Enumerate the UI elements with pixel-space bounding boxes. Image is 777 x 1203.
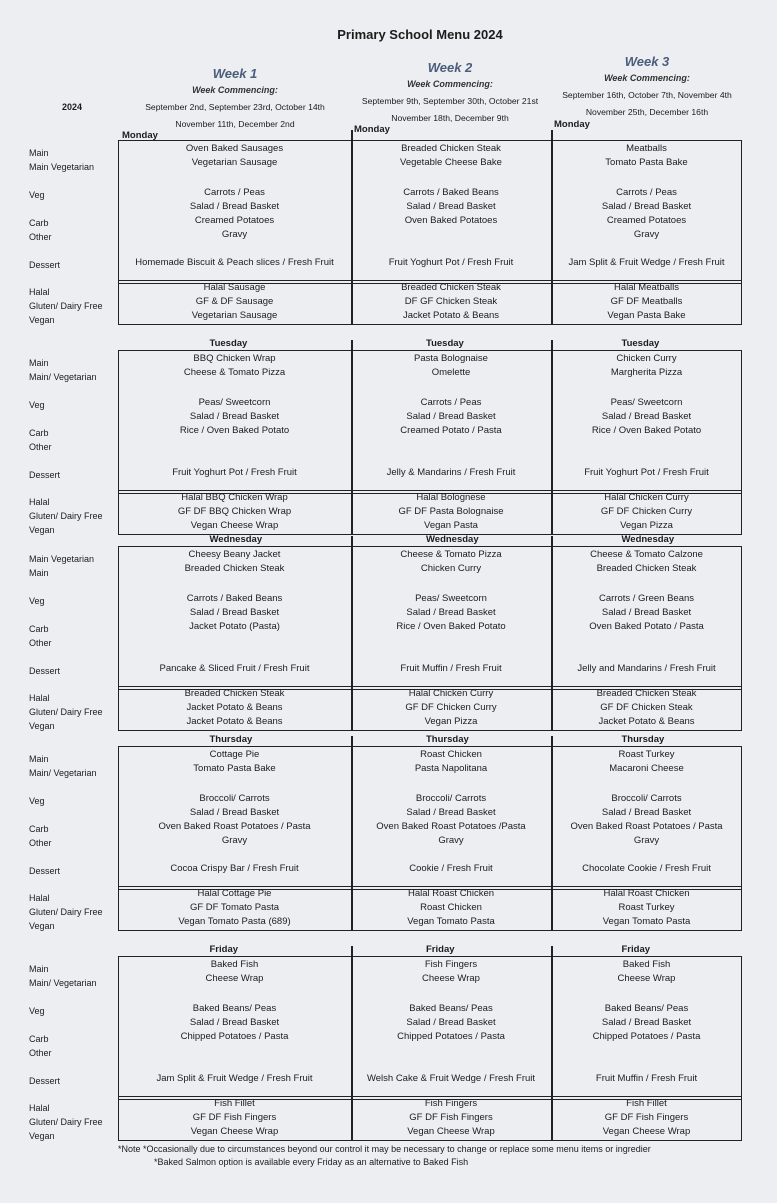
- diet-option: Fish Fillet: [214, 1098, 255, 1109]
- menu-item: Carrots / Baked Beans: [403, 187, 499, 198]
- diet-option: Vegan Tomato Pasta (689): [178, 916, 291, 927]
- menu-item: Pancake & Sliced Fruit / Fresh Fruit: [159, 663, 310, 674]
- week-title: Week 1: [212, 66, 258, 81]
- row-label: Dessert: [29, 260, 61, 270]
- row-label: Main Vegetarian: [29, 162, 95, 172]
- menu-item: Gravy: [221, 229, 248, 240]
- row-label: Carb: [29, 218, 49, 228]
- menu-item: Roast Chicken: [420, 749, 482, 760]
- row-label: Vegan: [29, 721, 55, 731]
- diet-option: GF DF Chicken Curry: [405, 702, 497, 713]
- menu-item: Salad / Bread Basket: [189, 607, 280, 618]
- diet-option: Vegan Cheese Wrap: [407, 1126, 495, 1137]
- menu-item: Salad / Bread Basket: [601, 411, 692, 422]
- menu-item: Salad / Bread Basket: [601, 201, 692, 212]
- day-name: Thursday: [621, 734, 665, 745]
- menu-item: Peas/ Sweetcorn: [198, 397, 271, 408]
- row-label: Other: [29, 442, 52, 452]
- diet-option: GF DF Meatballs: [610, 296, 683, 307]
- menu-item: Peas/ Sweetcorn: [610, 397, 683, 408]
- row-label: Vegan: [29, 315, 55, 325]
- menu-item: Baked Fish: [622, 959, 671, 970]
- menu-item: Salad / Bread Basket: [406, 411, 496, 422]
- menu-item: Salad / Bread Basket: [601, 1017, 692, 1028]
- week-2-menu: [351, 733, 551, 933]
- row-label: Gluten/ Dairy Free: [29, 707, 103, 717]
- row-label: Veg: [29, 1006, 45, 1016]
- week-2-menu: [351, 337, 551, 537]
- day-name: Wednesday: [209, 534, 263, 545]
- diet-option: Jacket Potato & Beans: [186, 702, 283, 713]
- menu-item: Vegetable Cheese Bake: [400, 157, 502, 168]
- diet-option: Vegetarian Sausage: [191, 310, 278, 321]
- row-label: Carb: [29, 624, 49, 634]
- row-label: Main: [29, 148, 49, 158]
- menu-item: Fruit Muffin / Fresh Fruit: [400, 663, 502, 674]
- row-label: Gluten/ Dairy Free: [29, 907, 103, 917]
- menu-item: Creamed Potatoes: [194, 215, 275, 226]
- diet-option: Vegan Pasta: [424, 520, 478, 531]
- footnote-changes: *Note *Occasionally due to circumstances beyond our control it may be necessary to change or replace some menu items or ingredier: [118, 1144, 651, 1154]
- footnotes: [118, 1143, 651, 1169]
- menu-item: Oven Baked Potatoes: [404, 215, 498, 226]
- row-label: Carb: [29, 824, 49, 834]
- menu-item: Carrots / Green Beans: [598, 593, 695, 604]
- menu-item: Salad / Bread Basket: [406, 807, 496, 818]
- day-name: Tuesday: [209, 338, 248, 349]
- row-label: Main: [29, 964, 49, 974]
- menu-item: Fruit Yoghurt Pot / Fresh Fruit: [584, 467, 709, 478]
- menu-item: Margherita Pizza: [610, 367, 683, 378]
- diet-option: GF DF Chicken Steak: [600, 702, 693, 713]
- menu-item: Salad / Bread Basket: [406, 607, 496, 618]
- menu-item: Oven Baked Potato / Pasta: [589, 621, 704, 632]
- menu-item: Rice / Oven Baked Potato: [179, 425, 290, 436]
- diet-option: Roast Chicken: [420, 902, 482, 913]
- row-label: Gluten/ Dairy Free: [29, 301, 103, 311]
- menu-item: Meatballs: [626, 143, 667, 154]
- menu-item: Breaded Chicken Steak: [401, 143, 501, 154]
- day-name: Monday: [122, 130, 158, 141]
- menu-item: Cottage Pie: [209, 749, 260, 760]
- menu-item: Cheese Wrap: [205, 973, 264, 984]
- diet-option: GF DF Pasta Bolognaise: [398, 506, 504, 517]
- week-commencing-label: Week Commencing:: [407, 79, 493, 89]
- menu-item: Baked Beans/ Peas: [192, 1003, 277, 1014]
- row-label: Veg: [29, 190, 45, 200]
- menu-item: Cheesy Beany Jacket: [188, 549, 281, 560]
- diet-option: GF DF BBQ Chicken Wrap: [177, 506, 292, 517]
- menu-item: Peas/ Sweetcorn: [415, 593, 487, 604]
- diet-option: Breaded Chicken Steak: [184, 688, 285, 699]
- week-commencing-label: Week Commencing:: [604, 73, 690, 83]
- row-label: Halal: [29, 497, 50, 507]
- menu-item: Cheese & Tomato Pizza: [183, 367, 286, 378]
- menu-item: Salad / Bread Basket: [601, 807, 692, 818]
- menu-item: Chipped Potatoes / Pasta: [180, 1031, 289, 1042]
- row-label: Other: [29, 232, 52, 242]
- week-2-menu: [351, 127, 551, 327]
- menu-item: Chocolate Cookie / Fresh Fruit: [582, 863, 711, 874]
- menu-item: Macaroni Cheese: [609, 763, 684, 774]
- diet-option: GF DF Tomato Pasta: [189, 902, 280, 913]
- diet-option: Halal Meatballs: [614, 282, 679, 293]
- day-name: Tuesday: [621, 338, 660, 349]
- menu-item: Fruit Muffin / Fresh Fruit: [595, 1073, 698, 1084]
- diet-option: DF GF Chicken Steak: [404, 296, 498, 307]
- week-dates-line-1: September 16th, October 7th, November 4th: [562, 90, 732, 100]
- diet-option: Halal Chicken Curry: [604, 492, 689, 503]
- menu-item: Fruit Yoghurt Pot / Fresh Fruit: [172, 467, 297, 478]
- row-label: Other: [29, 838, 52, 848]
- day-name: Friday: [209, 944, 239, 955]
- diet-option: GF DF Fish Fingers: [409, 1112, 493, 1123]
- menu-item: Baked Fish: [210, 959, 259, 970]
- menu-item: Carrots / Peas: [616, 187, 677, 198]
- week-3-menu: [551, 533, 742, 733]
- week-commencing-label: Week Commencing:: [192, 85, 278, 95]
- diet-option: Vegan Cheese Wrap: [190, 1126, 279, 1137]
- week-3-menu: [551, 733, 742, 933]
- menu-item: Creamed Potato / Pasta: [400, 425, 502, 436]
- diet-option: Jacket Potato & Beans: [598, 716, 695, 727]
- row-label: Veg: [29, 596, 45, 606]
- week-3-menu: [551, 127, 742, 327]
- row-label: Vegan: [29, 1131, 55, 1141]
- menu-item: Salad / Bread Basket: [189, 1017, 280, 1028]
- menu-item: Gravy: [221, 835, 248, 846]
- diet-option: Halal Sausage: [203, 282, 266, 293]
- menu-item: Salad / Bread Basket: [406, 201, 496, 212]
- menu-item: Salad / Bread Basket: [189, 201, 280, 212]
- menu-item: Gravy: [633, 229, 660, 240]
- menu-item: Creamed Potatoes: [606, 215, 687, 226]
- menu-item: Welsh Cake & Fruit Wedge / Fresh Fruit: [366, 1073, 536, 1084]
- row-label: Main: [29, 568, 49, 578]
- menu-item: Cookie / Fresh Fruit: [409, 863, 493, 874]
- day-name: Wednesday: [621, 534, 675, 545]
- menu-item: Broccoli/ Carrots: [611, 793, 682, 804]
- row-label: Dessert: [29, 470, 61, 480]
- diet-option: Halal Roast Chicken: [603, 888, 690, 899]
- day-name: Friday: [426, 944, 455, 955]
- week-dates-line-1: September 9th, September 30th, October 21st: [361, 96, 539, 106]
- day-name: Monday: [554, 119, 590, 130]
- diet-option: Jacket Potato & Beans: [186, 716, 283, 727]
- menu-item: Carrots / Peas: [204, 187, 265, 198]
- menu-item: Pasta Bolognaise: [414, 353, 488, 364]
- row-label: Vegan: [29, 921, 55, 931]
- row-label: Halal: [29, 893, 50, 903]
- menu-item: Tomato Pasta Bake: [193, 763, 276, 774]
- menu-item: Chipped Potatoes / Pasta: [592, 1031, 701, 1042]
- row-label: Dessert: [29, 666, 61, 676]
- menu-item: Jelly & Mandarins / Fresh Fruit: [386, 467, 516, 478]
- week-2-header: [352, 60, 548, 127]
- day-name: Thursday: [426, 734, 469, 745]
- row-label: Gluten/ Dairy Free: [29, 1117, 103, 1127]
- row-label: Main/ Vegetarian: [29, 768, 97, 778]
- row-label: Veg: [29, 796, 45, 806]
- menu-item: Broccoli/ Carrots: [199, 793, 270, 804]
- menu-item: BBQ Chicken Wrap: [193, 353, 276, 364]
- diet-option: Vegan Cheese Wrap: [190, 520, 279, 531]
- row-label: Main: [29, 754, 49, 764]
- menu-item: Cheese Wrap: [617, 973, 676, 984]
- diet-option: GF DF Chicken Curry: [600, 506, 693, 517]
- week-1-header: [130, 66, 340, 133]
- row-label: Vegan: [29, 525, 55, 535]
- diet-option: Halal Cottage Pie: [197, 888, 272, 899]
- diet-option: Fish Fingers: [424, 1098, 478, 1109]
- row-label: Main Vegetarian: [29, 554, 95, 564]
- menu-item: Gravy: [438, 835, 464, 846]
- diet-option: Vegan Tomato Pasta: [407, 916, 495, 927]
- week-1-menu: [118, 127, 351, 327]
- menu-item: Jelly and Mandarins / Fresh Fruit: [577, 663, 716, 674]
- row-label: Veg: [29, 400, 45, 410]
- week-title: Week 2: [427, 60, 473, 75]
- diet-option: GF & DF Sausage: [195, 296, 274, 307]
- menu-item: Fish Fingers: [424, 959, 478, 970]
- menu-item: Carrots / Baked Beans: [186, 593, 283, 604]
- menu-item: Oven Baked Roast Potatoes /Pasta: [376, 821, 526, 832]
- row-label: Main/ Vegetarian: [29, 372, 97, 382]
- menu-item: Salad / Bread Basket: [189, 411, 280, 422]
- week-1-menu: [118, 337, 351, 537]
- row-label: Dessert: [29, 1076, 61, 1086]
- day-name: Tuesday: [426, 338, 464, 349]
- menu-item: Homemade Biscuit & Peach slices / Fresh Fruit: [135, 257, 334, 268]
- day-name: Thursday: [209, 734, 253, 745]
- diet-option: Halal BBQ Chicken Wrap: [181, 492, 288, 503]
- menu-item: Cocoa Crispy Bar / Fresh Fruit: [170, 863, 299, 874]
- menu-item: Chipped Potatoes / Pasta: [397, 1031, 505, 1042]
- menu-item: Jacket Potato (Pasta): [189, 621, 280, 632]
- week-1-menu: [118, 943, 351, 1143]
- row-label: Other: [29, 1048, 52, 1058]
- diet-option: GF DF Fish Fingers: [604, 1112, 689, 1123]
- row-label: Halal: [29, 1103, 50, 1113]
- week-1-menu: [118, 533, 351, 733]
- week-dates-line-2: November 11th, December 2nd: [175, 119, 295, 129]
- menu-item: Cheese Wrap: [422, 973, 480, 984]
- diet-option: Roast Turkey: [618, 902, 675, 913]
- week-1-menu: [118, 733, 351, 933]
- diet-option: Fish Fillet: [626, 1098, 667, 1109]
- menu-item: Chicken Curry: [616, 353, 677, 364]
- week-dates-line-2: November 25th, December 16th: [585, 107, 709, 117]
- day-name: Wednesday: [426, 534, 479, 545]
- week-dates-line-2: November 18th, December 9th: [391, 113, 509, 123]
- diet-option: Breaded Chicken Steak: [596, 688, 697, 699]
- diet-option: GF DF Fish Fingers: [192, 1112, 277, 1123]
- diet-option: Halal Roast Chicken: [407, 888, 495, 899]
- year-label: 2024: [62, 102, 83, 112]
- menu-item: Cheese & Tomato Pizza: [400, 549, 502, 560]
- menu-item: Cheese & Tomato Calzone: [590, 549, 703, 560]
- menu-item: Fruit Yoghurt Pot / Fresh Fruit: [388, 257, 514, 268]
- menu-item: Roast Turkey: [618, 749, 675, 760]
- menu-item: Chicken Curry: [420, 563, 482, 574]
- week-title: Week 3: [624, 54, 670, 69]
- menu-item: Jam Split & Fruit Wedge / Fresh Fruit: [156, 1073, 313, 1084]
- menu-item: Salad / Bread Basket: [406, 1017, 496, 1028]
- row-label: Carb: [29, 1034, 49, 1044]
- menu-item: Baked Beans/ Peas: [604, 1003, 689, 1014]
- week-dates-line-1: September 2nd, September 23rd, October 14th: [145, 102, 325, 112]
- diet-option: Jacket Potato & Beans: [402, 310, 500, 321]
- menu-item: Breaded Chicken Steak: [184, 563, 285, 574]
- menu-item: Broccoli/ Carrots: [415, 793, 487, 804]
- diet-option: Vegan Cheese Wrap: [602, 1126, 691, 1137]
- row-label: Carb: [29, 428, 49, 438]
- menu-item: Rice / Oven Baked Potato: [396, 621, 506, 632]
- menu-item: Omelette: [431, 367, 471, 378]
- week-3-menu: [551, 337, 742, 537]
- page-title: Primary School Menu 2024: [337, 27, 503, 42]
- menu-item: Rice / Oven Baked Potato: [591, 425, 702, 436]
- menu-item: Carrots / Peas: [420, 397, 482, 408]
- row-label: Main/ Vegetarian: [29, 978, 97, 988]
- row-label: Gluten/ Dairy Free: [29, 511, 103, 521]
- row-label: Main: [29, 358, 49, 368]
- menu-item: Oven Baked Roast Potatoes / Pasta: [570, 821, 723, 832]
- menu-item: Tomato Pasta Bake: [605, 157, 688, 168]
- footnote-salmon: *Baked Salmon option is available every Friday as an alternative to Baked Fish: [154, 1157, 469, 1167]
- row-label: Dessert: [29, 866, 61, 876]
- week-2-menu: [351, 533, 551, 733]
- menu-item: Vegetarian Sausage: [191, 157, 278, 168]
- menu-item: Salad / Bread Basket: [189, 807, 280, 818]
- week-3-header: [552, 54, 742, 121]
- menu-item: Oven Baked Roast Potatoes / Pasta: [158, 821, 311, 832]
- day-name: Monday: [354, 124, 390, 135]
- diet-option: Vegan Pasta Bake: [607, 310, 686, 321]
- diet-option: Halal Chicken Curry: [408, 688, 494, 699]
- diet-option: Vegan Tomato Pasta: [602, 916, 691, 927]
- day-name: Friday: [621, 944, 651, 955]
- menu-item: Jam Split & Fruit Wedge / Fresh Fruit: [568, 257, 725, 268]
- menu-item: Baked Beans/ Peas: [409, 1003, 493, 1014]
- menu-item: Breaded Chicken Steak: [596, 563, 697, 574]
- menu-item: Pasta Napolitana: [414, 763, 488, 774]
- diet-option: Breaded Chicken Steak: [401, 282, 501, 293]
- row-label: Other: [29, 638, 52, 648]
- menu-item: Gravy: [633, 835, 660, 846]
- week-3-menu: [551, 943, 742, 1143]
- week-2-menu: [351, 943, 551, 1143]
- row-label: Halal: [29, 693, 50, 703]
- diet-option: Vegan Pizza: [424, 716, 478, 727]
- diet-option: Vegan Pizza: [620, 520, 673, 531]
- menu-item: Salad / Bread Basket: [601, 607, 692, 618]
- menu-item: Oven Baked Sausages: [185, 143, 284, 154]
- row-label: Halal: [29, 287, 50, 297]
- diet-option: Halal Bolognese: [416, 492, 486, 503]
